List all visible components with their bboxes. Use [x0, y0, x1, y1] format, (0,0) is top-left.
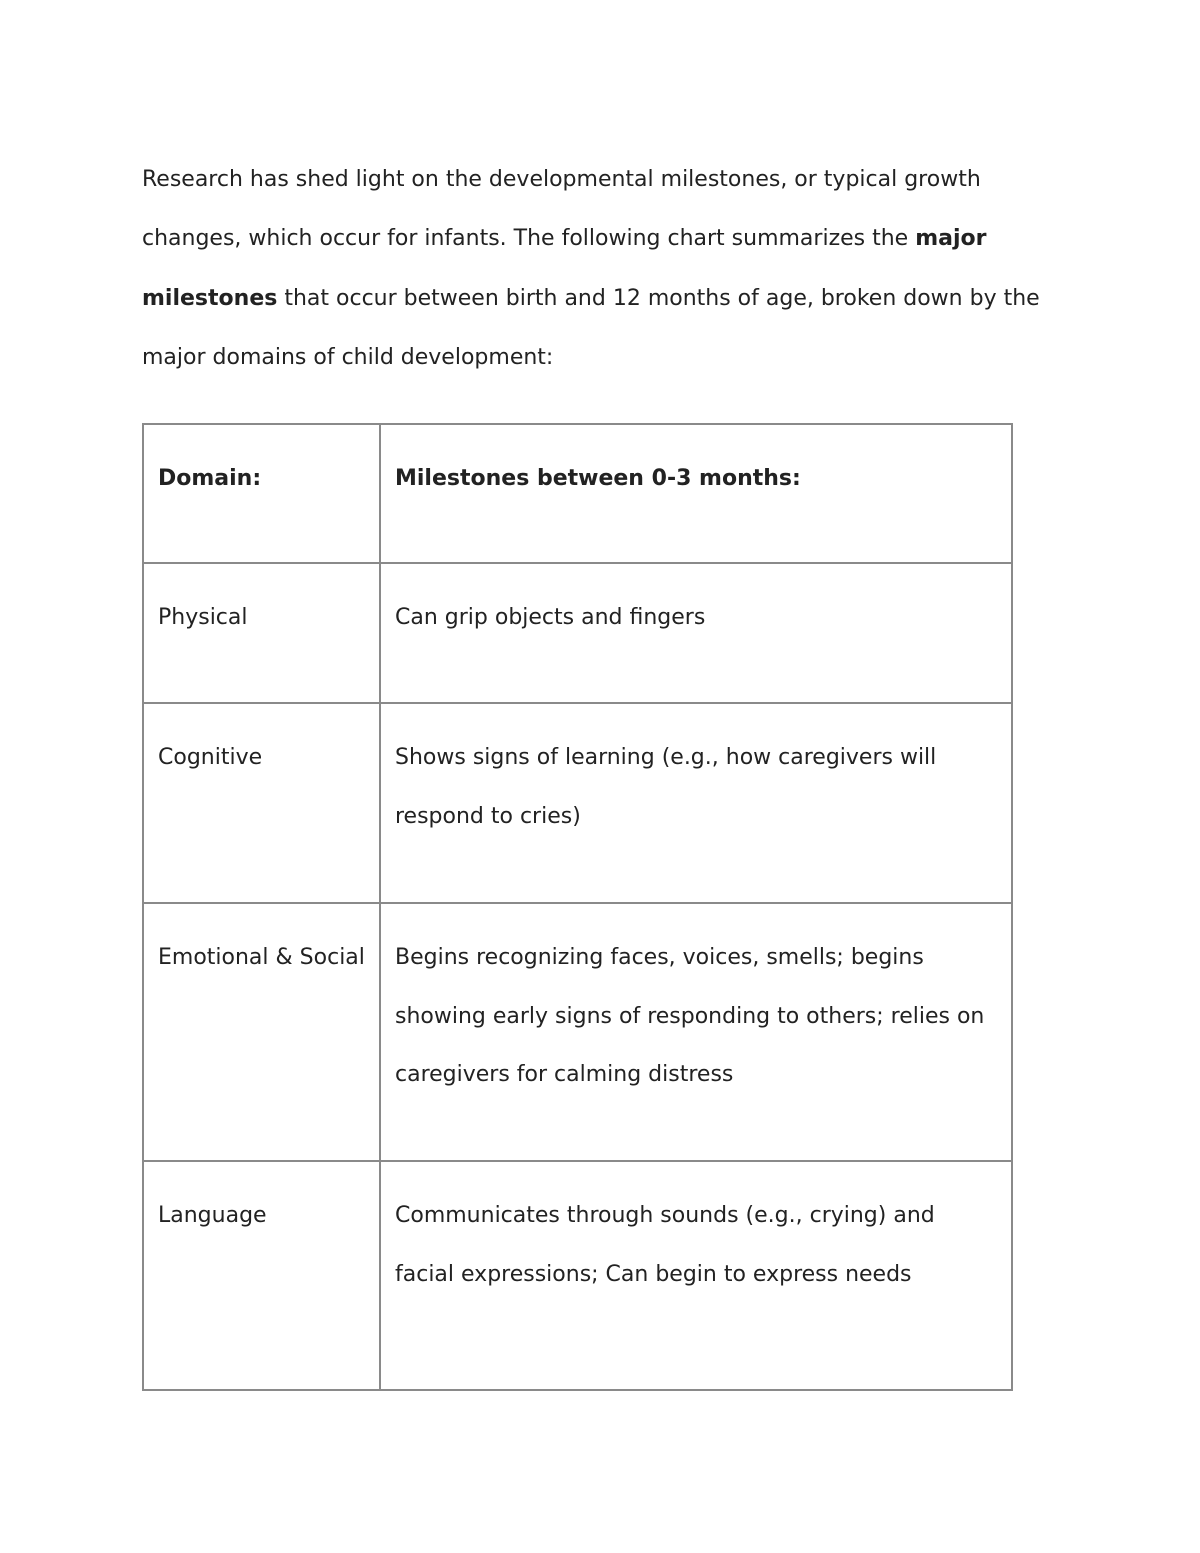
- milestone-cell: Can grip objects and fingers: [380, 563, 1012, 703]
- header-milestones: Milestones between 0-3 months:: [380, 424, 1012, 563]
- table-row: [143, 903, 1012, 1161]
- table-header-row: [143, 424, 1012, 563]
- table-row: [143, 703, 1012, 903]
- milestone-cell: Shows signs of learning (e.g., how caregivers will respond to cries): [380, 703, 1012, 903]
- table-row: [143, 1161, 1012, 1390]
- milestones-table: [142, 423, 1013, 1391]
- header-domain: Domain:: [143, 424, 380, 563]
- milestone-cell: Begins recognizing faces, voices, smells; begins showing early signs of responding to others; relies on caregivers for calming distress: [380, 903, 1012, 1161]
- domain-cell: Cognitive: [143, 703, 380, 903]
- domain-cell: Physical: [143, 563, 380, 703]
- domain-cell: Language: [143, 1161, 380, 1390]
- intro-text-end: that occur between birth and 12 months of age, broken down by the major domains of child development:: [142, 285, 1040, 370]
- intro-bold-term: major milestones: [142, 226, 987, 311]
- domain-cell: Emotional & Social: [143, 903, 380, 1161]
- table-row: [143, 563, 1012, 703]
- intro-paragraph: [142, 150, 1072, 387]
- intro-text-start: Research has shed light on the developmental milestones, or typical growth changes, which occur for infants. The following chart summarizes the: [142, 167, 981, 252]
- milestone-cell: Communicates through sounds (e.g., crying) and facial expressions; Can begin to express needs: [380, 1161, 1012, 1390]
